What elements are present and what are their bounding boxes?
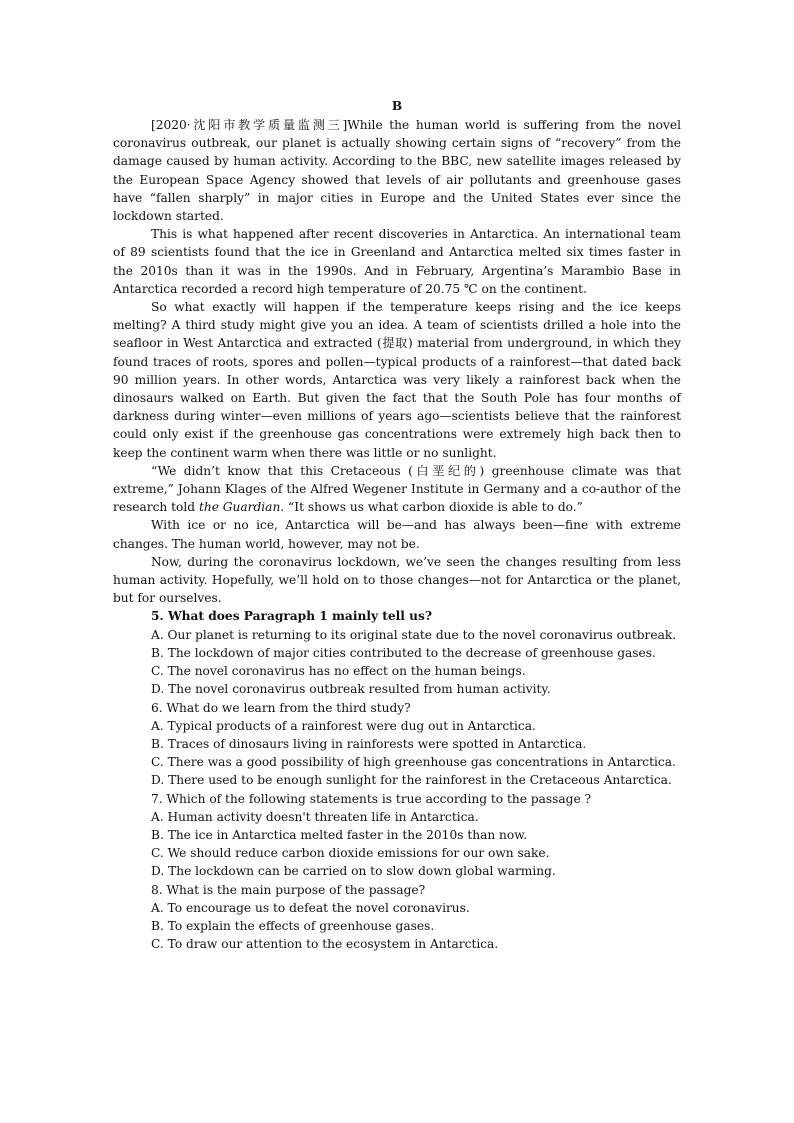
question-8-option-a: A. To encourage us to defeat the novel coronavirus. bbox=[151, 900, 470, 915]
question-6-option-d: D. There used to be enough sunlight for the rainforest in the Cretaceous Antarctica. bbox=[151, 773, 672, 788]
question-7-option-b: B. The ice in Antarctica melted faster in the 2010s than now. bbox=[151, 827, 528, 842]
question-5-option-b: B. The lockdown of major cities contributed to the decrease of greenhouse gases. bbox=[151, 645, 656, 660]
quote-before: “We didn’t know that this Cretaceous (白垩纪的) greenhouse climate was that extreme,” Johann Klages of the Alfred Wegener Institute in Germany and a co-author of the research told bbox=[113, 463, 681, 515]
section-label: B bbox=[391, 99, 403, 113]
question-6-option-c: C. There was a good possibility of high greenhouse gas concentrations in Antarctica. bbox=[151, 755, 676, 770]
question-8-option-c: C. To draw our attention to the ecosystem in Antarctica. bbox=[151, 937, 499, 952]
question-5-stem: 5. What does Paragraph 1 mainly tell us? bbox=[151, 609, 433, 624]
question-6-option-b: B. Traces of dinosaurs living in rainforests were spotted in Antarctica. bbox=[151, 736, 587, 751]
question-7-stem: 7. Which of the following statements is true according to the passage ? bbox=[151, 791, 592, 806]
paragraph-1-text: While the human world is suffering from the novel coronavirus outbreak, our planet is actually showing certain signs of “recovery” from the damage caused by human activity. According to the BBC, new satellite images released by the European Space Agency showed that levels of air pollutants and greenhouse gases have “fallen sharply” in major cities in Europe and the United States ever since the lockdown started. bbox=[113, 118, 681, 224]
question-6-option-a: A. Typical products of a rainforest were dug out in Antarctica. bbox=[151, 718, 536, 733]
document-page bbox=[113, 96, 681, 953]
source-tag: [2020·沈阳市教学质量监测三] bbox=[151, 118, 348, 132]
question-6-stem: 6. What do we learn from the third study? bbox=[151, 700, 411, 715]
paragraph-3: So what exactly will happen if the temperature keeps rising and the ice keeps melting? A third study might give you an idea. A team of scientists drilled a hole into the seafloor in West Antarctica and extracted (提取) material from underground, in which they found traces of roots, spores and pollen—typical products of a rainforest—that dated back 90 million years. In other words, Antarctica was very likely a rainforest back when the dinosaurs walked on Earth. But given the fact that the South Pole has four months of darkness during winter—even millions of years ago—scientists believe that the rainforest could only exist if the greenhouse gas concentrations were extremely high back then to keep the continent warm when there was little or no sunlight. bbox=[113, 300, 681, 460]
question-8-stem: 8. What is the main purpose of the passage? bbox=[151, 882, 426, 897]
quote-after: . “It shows us what carbon dioxide is able to do.” bbox=[280, 500, 583, 515]
quote-italic-source: the Guardian bbox=[198, 500, 281, 515]
paragraph-6: Now, during the coronavirus lockdown, we’ve seen the changes resulting from less human activity. Hopefully, we’ll hold on to those changes—not for Antarctica or the planet, but for ourselves. bbox=[113, 554, 681, 606]
paragraph-5: With ice or no ice, Antarctica will be—and has always been—fine with extreme changes. The human world, however, may not be. bbox=[113, 518, 681, 551]
paragraph-1 bbox=[113, 116, 681, 225]
question-7-option-a: A. Human activity doesn't threaten life in Antarctica. bbox=[151, 809, 479, 824]
question-5-option-c: C. The novel coronavirus has no effect on the human beings. bbox=[151, 664, 526, 679]
question-5-option-d: D. The novel coronavirus outbreak resulted from human activity. bbox=[151, 682, 551, 697]
question-7-option-d: D. The lockdown can be carried on to slow down global warming. bbox=[151, 864, 556, 879]
paragraph-4-quote bbox=[113, 462, 681, 517]
question-7-option-c: C. We should reduce carbon dioxide emissions for our own sake. bbox=[151, 846, 550, 861]
question-8-option-b: B. To explain the effects of greenhouse gases. bbox=[151, 918, 435, 933]
question-5-option-a: A. Our planet is returning to its original state due to the novel coronavirus outbreak. bbox=[151, 627, 677, 642]
paragraph-2: This is what happened after recent discoveries in Antarctica. An international team of 89 scientists found that the ice in Greenland and Antarctica melted six times faster in the 2010s than it was in the 1990s. And in February, Argentina’s Marambio Base in Antarctica recorded a record high temperature of 20.75 ℃ on the continent. bbox=[113, 227, 681, 296]
